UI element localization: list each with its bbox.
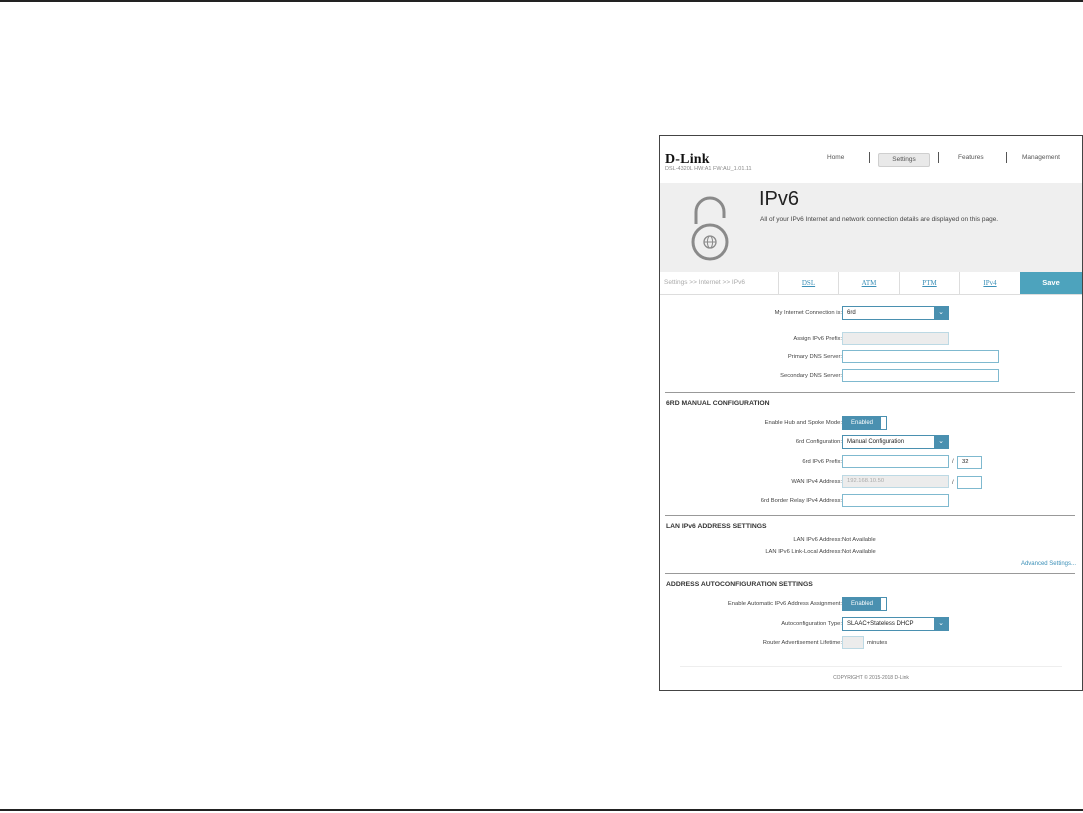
lock-globe-icon: [690, 196, 730, 264]
footer-divider: [680, 666, 1062, 667]
nav-features[interactable]: Features: [958, 154, 984, 161]
border-relay-label: 6rd Border Relay IPv4 Address:: [760, 498, 842, 504]
autoconf-section-title: ADDRESS AUTOCONFIGURATION SETTINGS: [666, 581, 813, 588]
auto-assign-toggle[interactable]: [842, 597, 887, 611]
nav-separator: [869, 152, 870, 163]
tab-ptm[interactable]: PTM: [899, 272, 959, 294]
wan-slash: /: [952, 480, 954, 486]
sixrd-config-select[interactable]: [842, 435, 949, 449]
page-bottom-rule: [0, 809, 1083, 811]
border-relay-field[interactable]: [842, 494, 949, 507]
autoconf-type-value: SLAAC+Stateless DHCP: [847, 621, 914, 627]
nav-management[interactable]: Management: [1022, 154, 1060, 161]
dlink-logo: D-Link: [665, 152, 710, 167]
sixrd-prefix-label: 6rd IPv6 Prefix:: [802, 459, 842, 465]
wan-ipv4-field[interactable]: 192.168.10.50: [842, 475, 949, 488]
link-local-value: Not Available: [842, 549, 876, 555]
assign-prefix-label: Assign IPv6 Prefix:: [793, 336, 842, 342]
secondary-dns-field[interactable]: [842, 369, 999, 382]
sixrd-prefix-length-field[interactable]: 32: [957, 456, 982, 469]
connection-type-value: 6rd: [847, 310, 856, 316]
link-local-label: LAN IPv6 Link-Local Address:: [765, 549, 842, 555]
lan-ipv6-label: LAN IPv6 Address:: [793, 537, 842, 543]
assign-prefix-field[interactable]: [842, 332, 949, 345]
chevron-down-icon: ⌄: [934, 618, 948, 630]
autoconf-type-label: Autoconfiguration Type:: [781, 621, 842, 627]
sixrd-config-value: Manual Configuration: [847, 439, 905, 445]
wan-ipv4-label: WAN IPv4 Address:: [791, 479, 842, 485]
nav-home[interactable]: Home: [827, 154, 845, 161]
tab-ipv4[interactable]: IPv4: [959, 272, 1020, 294]
sixrd-section-title: 6RD MANUAL CONFIGURATION: [666, 400, 770, 407]
breadcrumb: Settings >> Internet >> IPv6: [664, 279, 745, 286]
secondary-dns-label: Secondary DNS Server:: [780, 373, 842, 379]
autoconf-type-select[interactable]: [842, 617, 949, 631]
save-button[interactable]: Save: [1020, 272, 1082, 294]
page-title: IPv6: [759, 188, 800, 210]
hub-spoke-state: Enabled: [843, 417, 881, 429]
chevron-down-icon: ⌄: [934, 307, 948, 319]
sixrd-config-label: 6rd Configuration:: [795, 439, 842, 445]
nav-settings[interactable]: Settings: [878, 153, 930, 167]
primary-dns-field[interactable]: [842, 350, 999, 363]
hub-spoke-toggle[interactable]: [842, 416, 887, 430]
section-divider: [665, 515, 1075, 516]
hub-spoke-label: Enable Hub and Spoke Mode:: [764, 420, 842, 426]
hardware-info: DSL-4320L HW:A1 FW:AU_1.01.11: [665, 166, 752, 172]
tab-dsl[interactable]: DSL: [778, 272, 838, 294]
tab-atm[interactable]: ATM: [838, 272, 899, 294]
wan-mask-field[interactable]: [957, 476, 982, 489]
sixrd-prefix-field[interactable]: [842, 455, 949, 468]
chevron-down-icon: ⌄: [934, 436, 948, 448]
ra-lifetime-field[interactable]: [842, 636, 864, 649]
ra-lifetime-unit: minutes: [867, 640, 888, 646]
primary-dns-label: Primary DNS Server:: [787, 354, 842, 360]
page-top-rule: [0, 0, 1083, 2]
connection-type-select[interactable]: [842, 306, 949, 320]
router-screenshot-frame: [659, 135, 1083, 691]
nav-separator: [938, 152, 939, 163]
advanced-settings-link[interactable]: Advanced Settings...: [1020, 561, 1076, 567]
prefix-slash: /: [952, 459, 954, 465]
copyright: COPYRIGHT © 2015-2018 D-Link: [833, 675, 909, 681]
lan-ipv6-value: Not Available: [842, 537, 876, 543]
auto-assign-label: Enable Automatic IPv6 Address Assignment:: [727, 601, 842, 607]
page-description: All of your IPv6 Internet and network connection details are displayed on this page.: [760, 216, 999, 223]
ra-lifetime-label: Router Advertisement Lifetime:: [762, 640, 842, 646]
connection-type-label: My Internet Connection is:: [774, 310, 842, 316]
section-divider: [665, 573, 1075, 574]
nav-separator: [1006, 152, 1007, 163]
auto-assign-state: Enabled: [843, 598, 881, 610]
section-divider: [665, 392, 1075, 393]
lan-section-title: LAN IPv6 ADDRESS SETTINGS: [666, 523, 767, 530]
tab-bar: [660, 272, 1082, 295]
